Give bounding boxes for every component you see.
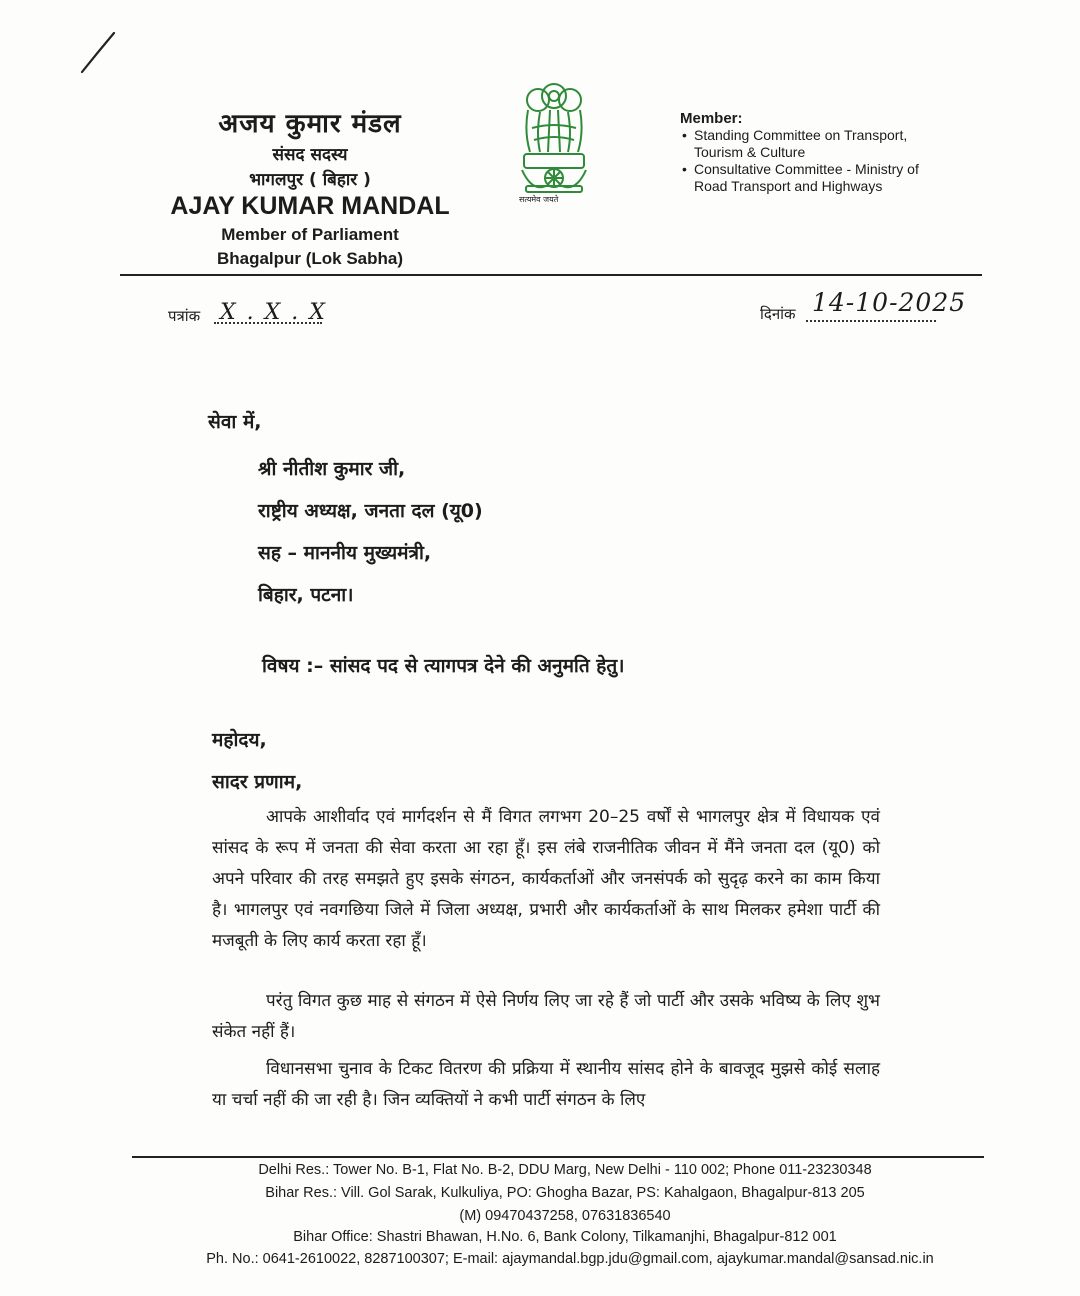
body-paragraph: परंतु विगत कुछ माह से संगठन में ऐसे निर्णय लिए जा रहे हैं जो पार्टी और उसके भविष्य के लिए शुभ संकेत नहीं हैं।	[212, 991, 880, 1042]
addressee-line: सह – माननीय मुख्यमंत्री,	[258, 542, 432, 564]
name-hindi: अजय कुमार मंडल	[218, 109, 402, 139]
reference-number: X . X . X	[220, 300, 327, 325]
footer-bihar-address: Bihar Res.: Vill. Gol Sarak, Kulkuliya, PO: Ghogha Bazar, PS: Kahalgaon, Bhagalpur-813 205	[265, 1185, 865, 1201]
letterhead-name-block	[165, 104, 455, 269]
date-dotted-line	[806, 320, 936, 322]
designation-hindi: संसद सदस्य	[272, 145, 348, 165]
name-english: AJAY KUMAR MANDAL	[170, 192, 450, 220]
body-paragraph: आपके आशीर्वाद एवं मार्गदर्शन से मैं विगत लगभग 20–25 वर्षों से भागलपुर क्षेत्र में विधायक एवं सांसद के रूप में जनता की सेवा करता आ रहा हूँ। इस लंबे राजनीतिक जीवन में मैंने जनता दल (यू0) को अपने परिवार की तरह समझते हुए इसके संगठन, कार्यकर्ताओं और जनसंपर्क को सुदृढ़ करने का काम किया है। भागलपुर एवं नवगछिया जिले में जिला अध्यक्ष, प्रभारी और कार्यकर्ताओं के साथ मिलकर हमेशा पार्टी की मजबूती के लिए कार्य करता रहा हूँ।	[212, 807, 880, 951]
date-label: दिनांक	[760, 305, 796, 323]
membership-item: • Consultative Committee - Ministry of Road Transport and Highways	[694, 161, 944, 195]
member-title: Member:	[680, 110, 743, 127]
reference-label: पत्रांक	[168, 307, 201, 325]
national-emblem-icon	[510, 82, 598, 210]
addressee-line: राष्ट्रीय अध्यक्ष, जनता दल (यू0)	[258, 500, 483, 522]
addressee-line: बिहार, पटना।	[258, 584, 354, 606]
letterhead-divider	[120, 274, 982, 276]
date-value: 14-10-2025	[812, 288, 967, 317]
footer-office-address: Bihar Office: Shastri Bhawan, H.No. 6, Bank Colony, Tilkamanjhi, Bhagalpur-812 001	[293, 1229, 837, 1245]
designation-english: Member of Parliament	[221, 225, 399, 244]
footer-mobile: (M) 09470437258, 07631836540	[459, 1208, 671, 1224]
constituency-english: Bhagalpur (Lok Sabha)	[216, 249, 404, 268]
addressee-line: श्री नीतीश कुमार जी,	[258, 458, 406, 480]
footer-divider	[132, 1156, 984, 1158]
footer-contact: Ph. No.: 0641-2610022, 8287100307; E-mail: ajaymandal.bgp.jdu@gmail.com, ajaykumar.mandal@sansad.nic.in	[206, 1251, 934, 1267]
greeting-regards: सादर प्रणाम,	[212, 771, 303, 793]
committee-membership	[680, 110, 944, 195]
membership-item: • Standing Committee on Transport, Tourism & Culture	[694, 127, 930, 161]
subject-line: विषय :– सांसद पद से त्यागपत्र देने की अनुमति हेतु।	[262, 655, 625, 677]
pen-mark-icon	[78, 30, 118, 75]
place-hindi: भागलपुर ( बिहार )	[249, 170, 371, 190]
emblem-motto: सत्यमेव जयते	[519, 195, 559, 204]
salutation-to: सेवा में,	[208, 411, 262, 433]
reference-dotted-line	[214, 322, 322, 324]
footer-delhi-address: Delhi Res.: Tower No. B-1, Flat No. B-2, DDU Marg, New Delhi - 110 002; Phone 011-23230348	[258, 1162, 872, 1178]
body-paragraph: विधानसभा चुनाव के टिकट वितरण की प्रक्रिया में स्थानीय सांसद होने के बावजूद मुझसे कोई सलाह या चर्चा नहीं की जा रही है। जिन व्यक्तियों ने कभी पार्टी संगठन के लिए	[212, 1059, 880, 1110]
greeting-sir: महोदय,	[212, 729, 267, 751]
